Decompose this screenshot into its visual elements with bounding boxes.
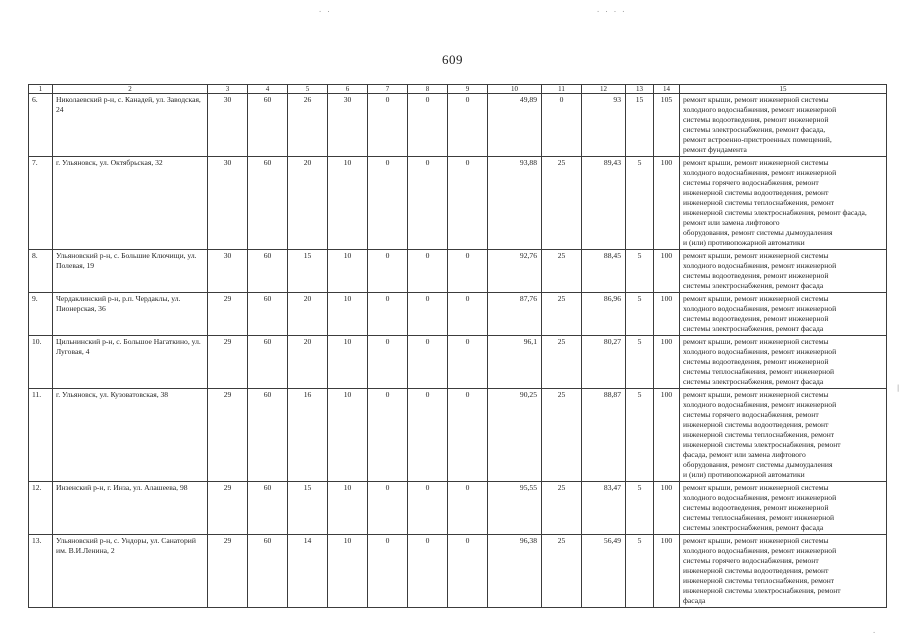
value-cell: 0 [448,336,488,389]
value-cell: 105 [654,94,680,157]
works-line: ремонт фундамента [683,145,747,154]
works-line: ремонт крыши, ремонт инженерной системы [683,390,829,399]
value-cell: 0 [408,94,448,157]
column-number: 14 [654,85,680,94]
works-line: системы горячего водоснабжения, ремонт [683,410,819,419]
scan-speck: . . . . [596,6,626,14]
value-cell: 25 [542,250,582,293]
column-number-row [29,85,887,94]
value-cell: 26 [288,94,328,157]
row-number: 13. [29,535,53,608]
value-cell: 30 [328,94,368,157]
row-number: 7. [29,157,53,250]
value-cell: 89,43 [582,157,626,250]
value-cell: 15 [288,250,328,293]
address-cell: Инзенский р-н, г. Инза, ул. Алашеева, 98 [53,482,208,535]
value-cell: 10 [328,336,368,389]
value-cell: 100 [654,250,680,293]
table-row [29,250,887,293]
value-cell: 25 [542,389,582,482]
value-cell: 5 [626,157,654,250]
table-row [29,482,887,535]
value-cell: 0 [368,250,408,293]
works-line: инженерной системы водоотведения, ремонт [683,420,829,429]
table-row [29,535,887,608]
value-cell: 49,89 [488,94,542,157]
value-cell: 60 [248,94,288,157]
column-number: 2 [53,85,208,94]
table-row [29,389,887,482]
works-line: системы электроснабжения, ремонт фасада [683,281,824,290]
column-number: 6 [328,85,368,94]
value-cell: 88,87 [582,389,626,482]
value-cell: 14 [288,535,328,608]
value-cell: 0 [448,482,488,535]
value-cell: 60 [248,482,288,535]
value-cell: 60 [248,157,288,250]
value-cell: 0 [542,94,582,157]
value-cell: 100 [654,293,680,336]
value-cell: 10 [328,250,368,293]
column-number: 5 [288,85,328,94]
address-cell: Ульяновский р-н, с. Большие Ключищи, ул. Полевая, 19 [53,250,208,293]
value-cell: 30 [208,157,248,250]
value-cell: 92,76 [488,250,542,293]
row-number: 9. [29,293,53,336]
value-cell: 5 [626,293,654,336]
value-cell: 0 [408,535,448,608]
value-cell: 20 [288,157,328,250]
value-cell: 29 [208,389,248,482]
value-cell: 56,49 [582,535,626,608]
value-cell: 30 [208,94,248,157]
value-cell: 0 [408,157,448,250]
works-line: фасада [683,596,706,605]
works-line: ремонт крыши, ремонт инженерной системы [683,337,829,346]
works-line: ремонт крыши, ремонт инженерной системы [683,251,829,260]
address-cell: Чердаклинский р-н, р.п. Чердаклы, ул. Пионерская, 36 [53,293,208,336]
table-row [29,157,887,250]
page-number: 609 [442,52,463,67]
value-cell: 96,38 [488,535,542,608]
address-cell: г. Ульяновск, ул. Кузоватовская, 38 [53,389,208,482]
column-number: 12 [582,85,626,94]
works-line: системы теплоснабжения, ремонт инженерной [683,367,835,376]
works-line: системы электроснабжения, ремонт фасада, [683,125,826,134]
value-cell: 0 [368,389,408,482]
value-cell: 80,27 [582,336,626,389]
value-cell: 10 [328,157,368,250]
works-cell [680,293,887,336]
row-number: 10. [29,336,53,389]
value-cell: 10 [328,535,368,608]
repair-program-table [28,84,887,608]
value-cell: 10 [328,482,368,535]
row-number: 12. [29,482,53,535]
column-number: 9 [448,85,488,94]
column-number: 13 [626,85,654,94]
table-row [29,293,887,336]
value-cell: 5 [626,336,654,389]
value-cell: 93 [582,94,626,157]
works-line: инженерной системы теплоснабжения, ремонт [683,198,835,207]
works-cell [680,157,887,250]
works-line: системы водоотведения, ремонт инженерной [683,503,829,512]
address-cell: Николаевский р-н, с. Канадей, ул. Заводская, 24 [53,94,208,157]
value-cell: 25 [542,157,582,250]
value-cell: 0 [368,336,408,389]
value-cell: 0 [408,336,448,389]
works-line: ремонт крыши, ремонт инженерной системы [683,158,829,167]
works-line: ремонт встроенно-пристроенных помещений, [683,135,832,144]
column-number: 8 [408,85,448,94]
value-cell: 10 [328,293,368,336]
value-cell: 60 [248,535,288,608]
works-line: системы электроснабжения, ремонт фасада [683,324,824,333]
works-line: системы водоотведения, ремонт инженерной [683,314,829,323]
works-line: инженерной системы теплоснабжения, ремонт [683,430,835,439]
scan-speck: . [872,627,877,635]
value-cell: 96,1 [488,336,542,389]
scan-speck: . . [318,6,331,14]
works-line: системы водоотведения, ремонт инженерной [683,115,829,124]
works-cell [680,94,887,157]
works-line: системы водоотведения, ремонт инженерной [683,271,829,280]
value-cell: 60 [248,336,288,389]
value-cell: 15 [626,94,654,157]
works-line: системы электроснабжения, ремонт фасада [683,523,824,532]
value-cell: 0 [408,482,448,535]
value-cell: 87,76 [488,293,542,336]
works-line: холодного водоснабжения, ремонт инженерной [683,105,837,114]
value-cell: 0 [448,293,488,336]
column-number: 1 [29,85,53,94]
works-line: системы электроснабжения, ремонт фасада [683,377,824,386]
value-cell: 5 [626,535,654,608]
works-line: ремонт крыши, ремонт инженерной системы [683,294,829,303]
column-number: 15 [680,85,887,94]
value-cell: 0 [368,535,408,608]
value-cell: 100 [654,336,680,389]
value-cell: 15 [288,482,328,535]
value-cell: 100 [654,389,680,482]
value-cell: 16 [288,389,328,482]
works-line: холодного водоснабжения, ремонт инженерной [683,400,837,409]
works-cell [680,250,887,293]
column-number: 4 [248,85,288,94]
works-line: холодного водоснабжения, ремонт инженерной [683,304,837,313]
works-line: ремонт крыши, ремонт инженерной системы [683,483,829,492]
works-line: холодного водоснабжения, ремонт инженерной [683,347,837,356]
works-line: системы водоотведения, ремонт инженерной [683,357,829,366]
works-line: системы горячего водоснабжения, ремонт [683,178,819,187]
works-line: холодного водоснабжения, ремонт инженерной [683,546,837,555]
value-cell: 0 [448,157,488,250]
value-cell: 90,25 [488,389,542,482]
value-cell: 0 [408,389,448,482]
row-number: 8. [29,250,53,293]
value-cell: 25 [542,293,582,336]
value-cell: 0 [368,482,408,535]
value-cell: 20 [288,336,328,389]
works-cell [680,389,887,482]
works-line: фасада, ремонт или замена лифтового [683,450,806,459]
value-cell: 86,96 [582,293,626,336]
works-line: холодного водоснабжения, ремонт инженерной [683,168,837,177]
value-cell: 29 [208,336,248,389]
works-line: оборудования, ремонт системы дымоудаления [683,460,833,469]
value-cell: 30 [208,250,248,293]
works-cell [680,482,887,535]
value-cell: 100 [654,157,680,250]
table-row [29,94,887,157]
value-cell: 10 [328,389,368,482]
works-line: инженерной системы водоотведения, ремонт [683,566,829,575]
value-cell: 0 [408,250,448,293]
value-cell: 60 [248,250,288,293]
value-cell: 0 [448,389,488,482]
row-number: 11. [29,389,53,482]
works-line: ремонт или замена лифтового [683,218,780,227]
works-line: холодного водоснабжения, ремонт инженерной [683,493,837,502]
value-cell: 29 [208,482,248,535]
table-body [29,85,887,608]
value-cell: 88,45 [582,250,626,293]
works-line: инженерной системы электроснабжения, ремонт [683,586,841,595]
address-cell: Ульяновский р-н, с. Ундоры, ул. Санаторий им. В.И.Ленина, 2 [53,535,208,608]
value-cell: 0 [408,293,448,336]
value-cell: 25 [542,482,582,535]
works-line: системы горячего водоснабжения, ремонт [683,556,819,565]
table-row [29,336,887,389]
works-line: оборудования, ремонт системы дымоудаления [683,228,833,237]
column-number: 3 [208,85,248,94]
value-cell: 0 [368,94,408,157]
value-cell: 0 [448,94,488,157]
value-cell: 5 [626,389,654,482]
value-cell: 100 [654,482,680,535]
works-line: инженерной системы теплоснабжения, ремонт [683,576,835,585]
works-line: инженерной системы электроснабжения, ремонт фасада, [683,208,867,217]
address-cell: Цильнинский р-н, с. Большое Нагаткино, ул. Луговая, 4 [53,336,208,389]
works-line: ремонт крыши, ремонт инженерной системы [683,95,829,104]
value-cell: 100 [654,535,680,608]
works-line: ремонт крыши, ремонт инженерной системы [683,536,829,545]
value-cell: 0 [448,535,488,608]
value-cell: 0 [368,157,408,250]
value-cell: 29 [208,293,248,336]
value-cell: 25 [542,336,582,389]
row-number: 6. [29,94,53,157]
works-line: инженерной системы электроснабжения, ремонт [683,440,841,449]
works-line: холодного водоснабжения, ремонт инженерной [683,261,837,270]
value-cell: 95,55 [488,482,542,535]
value-cell: 29 [208,535,248,608]
value-cell: 20 [288,293,328,336]
column-number: 11 [542,85,582,94]
value-cell: 25 [542,535,582,608]
works-cell [680,336,887,389]
works-line: системы теплоснабжения, ремонт инженерной [683,513,835,522]
value-cell: 93,88 [488,157,542,250]
works-line: инженерной системы водоотведения, ремонт [683,188,829,197]
value-cell: 83,47 [582,482,626,535]
works-line: и (или) противопожарной автоматики [683,238,805,247]
works-line: и (или) противопожарной автоматики [683,470,805,479]
value-cell: 60 [248,389,288,482]
works-cell [680,535,887,608]
column-number: 10 [488,85,542,94]
value-cell: 5 [626,250,654,293]
scan-edge-mark: | [896,384,901,392]
value-cell: 60 [248,293,288,336]
column-number: 7 [368,85,408,94]
value-cell: 0 [448,250,488,293]
value-cell: 0 [368,293,408,336]
address-cell: г. Ульяновск, ул. Октябрьская, 32 [53,157,208,250]
value-cell: 5 [626,482,654,535]
